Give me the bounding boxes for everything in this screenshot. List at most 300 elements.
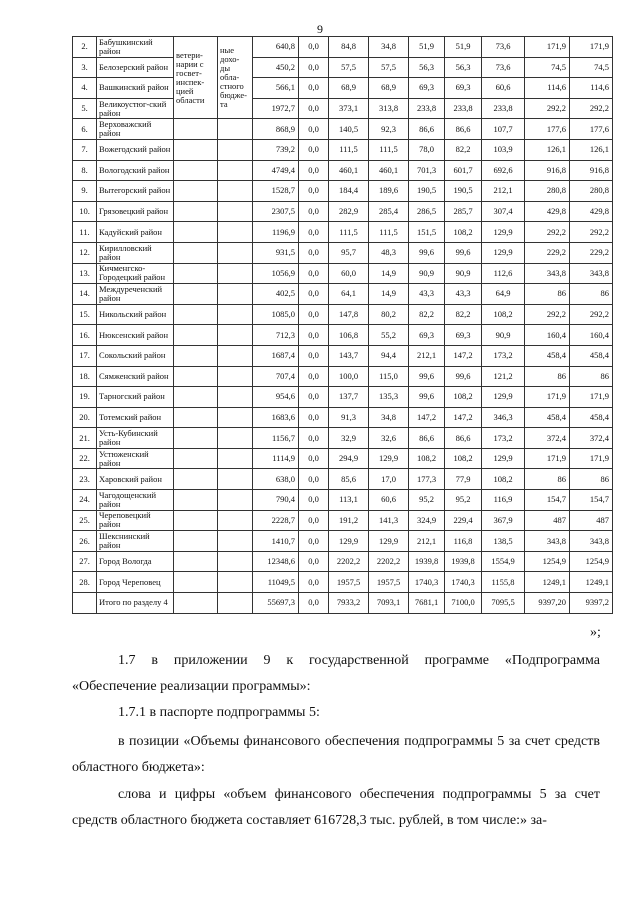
value-cell: 0,0 [299, 78, 329, 99]
value-cell: 292,2 [525, 304, 570, 325]
value-cell: 9397,2 [570, 593, 613, 614]
empty-cell [174, 490, 218, 511]
value-cell: 34,8 [369, 37, 409, 58]
value-cell: 14,9 [369, 284, 409, 305]
value-cell: 99,6 [409, 387, 445, 408]
value-cell: 324,9 [409, 510, 445, 531]
table-row [73, 284, 613, 305]
empty-cell [174, 428, 218, 449]
district-name: Итого по разделу 4 [97, 593, 174, 614]
empty-cell [218, 119, 253, 140]
empty-cell [174, 572, 218, 593]
value-cell: 137,7 [329, 387, 369, 408]
value-cell: 7093,1 [369, 593, 409, 614]
empty-cell [218, 490, 253, 511]
value-cell: 346,3 [482, 407, 525, 428]
empty-cell [174, 181, 218, 202]
value-cell: 0,0 [299, 263, 329, 284]
value-cell: 86 [525, 366, 570, 387]
value-cell: 11049,5 [253, 572, 299, 593]
value-cell: 280,8 [525, 181, 570, 202]
paragraph-4: слова и цифры «объем финансового обеспечения подпрограммы 5 за счет средств областного бюджета составляет 616728,3 тыс. рублей, в том числе:» за- [72, 787, 600, 828]
value-cell: 0,0 [299, 57, 329, 78]
value-cell: 147,2 [409, 407, 445, 428]
value-cell: 1254,9 [570, 551, 613, 572]
value-cell: 92,3 [369, 119, 409, 140]
value-cell: 0,0 [299, 37, 329, 58]
value-cell: 86 [570, 284, 613, 305]
value-cell: 191,2 [329, 510, 369, 531]
value-cell: 129,9 [482, 448, 525, 469]
district-name: Кирилловский район [97, 242, 174, 263]
value-cell: 0,0 [299, 119, 329, 140]
table-row [73, 490, 613, 511]
value-cell: 0,0 [299, 222, 329, 243]
value-cell: 566,1 [253, 78, 299, 99]
paragraph-1: 1.7 в приложении 9 к государственной программе «Подпрограмма «Обеспечение реализации программы»: [72, 653, 600, 694]
value-cell: 1939,8 [409, 551, 445, 572]
row-number: 18. [73, 366, 97, 387]
value-cell: 108,2 [445, 448, 482, 469]
value-cell: 90,9 [445, 263, 482, 284]
value-cell: 7100,0 [445, 593, 482, 614]
value-cell: 0,0 [299, 284, 329, 305]
value-cell: 292,2 [570, 98, 613, 119]
value-cell: 113,1 [329, 490, 369, 511]
value-cell: 790,4 [253, 490, 299, 511]
value-cell: 171,9 [525, 387, 570, 408]
empty-cell [174, 510, 218, 531]
table-row [73, 181, 613, 202]
paragraph-2: 1.7.1 в паспорте подпрограммы 5: [118, 705, 320, 720]
district-name: Усть-Кубинский район [97, 428, 174, 449]
empty-cell [174, 263, 218, 284]
empty-cell [218, 448, 253, 469]
table-row [73, 407, 613, 428]
row-number: 15. [73, 304, 97, 325]
empty-cell [218, 366, 253, 387]
value-cell: 0,0 [299, 469, 329, 490]
value-cell: 14,9 [369, 263, 409, 284]
value-cell: 129,9 [482, 387, 525, 408]
table-row [73, 510, 613, 531]
district-name: Тотемский район [97, 407, 174, 428]
value-cell: 86,6 [445, 119, 482, 140]
value-cell: 1957,5 [329, 572, 369, 593]
row-number: 23. [73, 469, 97, 490]
value-cell: 0,0 [299, 201, 329, 222]
closing-quote: »; [590, 625, 601, 640]
value-cell: 707,4 [253, 366, 299, 387]
value-cell: 0,0 [299, 510, 329, 531]
empty-cell [174, 119, 218, 140]
empty-cell [218, 551, 253, 572]
value-cell: 1410,7 [253, 531, 299, 552]
empty-cell [218, 263, 253, 284]
empty-cell [218, 160, 253, 181]
value-cell: 17,0 [369, 469, 409, 490]
value-cell: 86 [525, 284, 570, 305]
value-cell: 86,6 [409, 119, 445, 140]
value-cell: 487 [525, 510, 570, 531]
value-cell: 458,4 [570, 345, 613, 366]
value-cell: 0,0 [299, 428, 329, 449]
value-cell: 78,0 [409, 139, 445, 160]
value-cell: 307,4 [482, 201, 525, 222]
value-cell: 173,2 [482, 345, 525, 366]
value-cell: 177,6 [570, 119, 613, 140]
empty-cell [174, 304, 218, 325]
value-cell: 0,0 [299, 531, 329, 552]
value-cell: 429,8 [570, 201, 613, 222]
value-cell: 107,7 [482, 119, 525, 140]
district-name: Белозерский район [97, 57, 174, 78]
value-cell: 108,2 [445, 387, 482, 408]
value-cell: 280,8 [570, 181, 613, 202]
row-number: 19. [73, 387, 97, 408]
value-cell: 64,9 [482, 284, 525, 305]
value-cell: 111,5 [329, 139, 369, 160]
empty-cell [174, 407, 218, 428]
value-cell: 69,3 [409, 78, 445, 99]
value-cell: 86,6 [445, 428, 482, 449]
empty-cell [218, 181, 253, 202]
value-cell: 0,0 [299, 407, 329, 428]
value-cell: 48,3 [369, 242, 409, 263]
empty-cell [218, 428, 253, 449]
value-cell: 0,0 [299, 387, 329, 408]
value-cell: 171,9 [525, 37, 570, 58]
page-number: 9 [317, 22, 323, 36]
district-name: Шекснинский район [97, 531, 174, 552]
value-cell: 111,5 [329, 222, 369, 243]
value-cell: 4749,4 [253, 160, 299, 181]
value-cell: 1085,0 [253, 304, 299, 325]
value-cell: 285,4 [369, 201, 409, 222]
value-cell: 34,8 [369, 407, 409, 428]
value-cell: 84,8 [329, 37, 369, 58]
value-cell: 372,4 [525, 428, 570, 449]
value-cell: 402,5 [253, 284, 299, 305]
value-cell: 129,9 [369, 531, 409, 552]
table-row [73, 57, 613, 78]
value-cell: 292,2 [525, 222, 570, 243]
value-cell: 106,8 [329, 325, 369, 346]
table-row [73, 201, 613, 222]
value-cell: 2202,2 [329, 551, 369, 572]
row-number: 5. [73, 98, 97, 119]
value-cell: 692,6 [482, 160, 525, 181]
value-cell: 0,0 [299, 448, 329, 469]
value-cell: 212,1 [409, 531, 445, 552]
value-cell: 95,2 [445, 490, 482, 511]
value-cell: 99,6 [445, 242, 482, 263]
table-row [73, 242, 613, 263]
value-cell: 190,5 [409, 181, 445, 202]
value-cell: 868,9 [253, 119, 299, 140]
table-row [73, 531, 613, 552]
empty-cell [218, 325, 253, 346]
value-cell: 343,8 [570, 531, 613, 552]
value-cell: 90,9 [482, 325, 525, 346]
value-cell: 115,0 [369, 366, 409, 387]
value-cell: 173,2 [482, 428, 525, 449]
table-row [73, 469, 613, 490]
value-cell: 85,6 [329, 469, 369, 490]
value-cell: 712,3 [253, 325, 299, 346]
value-cell: 86 [570, 366, 613, 387]
district-name: Тарногский район [97, 387, 174, 408]
value-cell: 171,9 [570, 37, 613, 58]
value-cell: 111,5 [369, 139, 409, 160]
district-name: Череповецкий район [97, 510, 174, 531]
value-cell: 151,5 [409, 222, 445, 243]
value-cell: 95,2 [409, 490, 445, 511]
row-number: 2. [73, 37, 97, 58]
value-cell: 143,7 [329, 345, 369, 366]
row-number: 7. [73, 139, 97, 160]
value-cell: 916,8 [525, 160, 570, 181]
table-row [73, 366, 613, 387]
value-cell: 0,0 [299, 593, 329, 614]
value-cell: 57,5 [329, 57, 369, 78]
district-name: Вологодский район [97, 160, 174, 181]
value-cell: 1683,6 [253, 407, 299, 428]
value-cell: 931,5 [253, 242, 299, 263]
district-name: Никольский район [97, 304, 174, 325]
value-cell: 640,8 [253, 37, 299, 58]
value-cell: 43,3 [445, 284, 482, 305]
row-number: 8. [73, 160, 97, 181]
row-number: 10. [73, 201, 97, 222]
table-row [73, 387, 613, 408]
value-cell: 0,0 [299, 181, 329, 202]
row-number: 14. [73, 284, 97, 305]
value-cell: 1114,9 [253, 448, 299, 469]
value-cell: 55697,3 [253, 593, 299, 614]
empty-cell [218, 531, 253, 552]
value-cell: 233,8 [409, 98, 445, 119]
district-name: Великоустюг-ский район [97, 98, 174, 119]
value-cell: 32,6 [369, 428, 409, 449]
row-number: 17. [73, 345, 97, 366]
value-cell: 121,2 [482, 366, 525, 387]
value-cell: 458,4 [525, 407, 570, 428]
value-cell: 94,4 [369, 345, 409, 366]
value-cell: 160,4 [525, 325, 570, 346]
district-name: Устюженский район [97, 448, 174, 469]
value-cell: 51,9 [445, 37, 482, 58]
row-number: 4. [73, 78, 97, 99]
district-name: Вашкинский район [97, 78, 174, 99]
row-number: 6. [73, 119, 97, 140]
row-number: 20. [73, 407, 97, 428]
value-cell: 57,5 [369, 57, 409, 78]
district-name: Вытегорский район [97, 181, 174, 202]
table-row [73, 345, 613, 366]
value-cell: 282,9 [329, 201, 369, 222]
value-cell: 112,6 [482, 263, 525, 284]
empty-cell [174, 531, 218, 552]
table-row [73, 119, 613, 140]
value-cell: 190,5 [445, 181, 482, 202]
value-cell: 55,2 [369, 325, 409, 346]
empty-cell [218, 242, 253, 263]
value-cell: 1687,4 [253, 345, 299, 366]
empty-cell [174, 284, 218, 305]
row-number: 24. [73, 490, 97, 511]
value-cell: 73,6 [482, 57, 525, 78]
empty-cell [174, 160, 218, 181]
value-cell: 99,6 [409, 242, 445, 263]
empty-cell [218, 572, 253, 593]
district-name: Кичменгско-Городецкий район [97, 263, 174, 284]
value-cell: 86,6 [409, 428, 445, 449]
value-cell: 116,8 [445, 531, 482, 552]
value-cell: 285,7 [445, 201, 482, 222]
empty-cell [174, 201, 218, 222]
value-cell: 954,6 [253, 387, 299, 408]
empty-cell [174, 551, 218, 572]
value-cell: 9397,20 [525, 593, 570, 614]
value-cell: 56,3 [445, 57, 482, 78]
value-cell: 233,8 [482, 98, 525, 119]
value-cell: 69,3 [409, 325, 445, 346]
value-cell: 60,6 [369, 490, 409, 511]
value-cell: 82,2 [445, 304, 482, 325]
empty-cell [174, 366, 218, 387]
value-cell: 292,2 [570, 222, 613, 243]
value-cell: 0,0 [299, 325, 329, 346]
empty-cell [174, 345, 218, 366]
value-cell: 7095,5 [482, 593, 525, 614]
value-cell: 1155,8 [482, 572, 525, 593]
value-cell: 1972,7 [253, 98, 299, 119]
table-row [73, 551, 613, 572]
empty-cell [218, 284, 253, 305]
value-cell: 367,9 [482, 510, 525, 531]
value-cell: 1740,3 [409, 572, 445, 593]
value-cell: 147,8 [329, 304, 369, 325]
value-cell: 80,2 [369, 304, 409, 325]
value-cell: 212,1 [482, 181, 525, 202]
empty-cell [174, 242, 218, 263]
value-cell: 100,0 [329, 366, 369, 387]
value-cell: 601,7 [445, 160, 482, 181]
row-number: 13. [73, 263, 97, 284]
value-cell: 12348,6 [253, 551, 299, 572]
value-cell: 0,0 [299, 490, 329, 511]
value-cell: 116,9 [482, 490, 525, 511]
value-cell: 147,2 [445, 345, 482, 366]
value-cell: 229,4 [445, 510, 482, 531]
table-row [73, 572, 613, 593]
value-cell: 1740,3 [445, 572, 482, 593]
table-row [73, 593, 613, 614]
table-row [73, 98, 613, 119]
value-cell: 108,2 [445, 222, 482, 243]
row-number: 12. [73, 242, 97, 263]
value-cell: 135,3 [369, 387, 409, 408]
value-cell: 64,1 [329, 284, 369, 305]
value-cell: 171,9 [570, 448, 613, 469]
value-cell: 212,1 [409, 345, 445, 366]
table-row [73, 304, 613, 325]
empty-cell [218, 510, 253, 531]
value-cell: 177,3 [409, 469, 445, 490]
value-cell: 460,1 [369, 160, 409, 181]
table-row [73, 325, 613, 346]
value-cell: 111,5 [369, 222, 409, 243]
row-number: 21. [73, 428, 97, 449]
district-name: Грязовецкий район [97, 201, 174, 222]
district-name: Кадуйский район [97, 222, 174, 243]
value-cell: 140,5 [329, 119, 369, 140]
district-name: Нюксенский район [97, 325, 174, 346]
value-cell: 147,2 [445, 407, 482, 428]
value-cell: 74,5 [570, 57, 613, 78]
table-row [73, 160, 613, 181]
value-cell: 1156,7 [253, 428, 299, 449]
value-cell: 82,2 [445, 139, 482, 160]
merged-col2: ветери- нарии с госвет- инспек- цией области [174, 37, 218, 119]
value-cell: 2202,2 [369, 551, 409, 572]
value-cell: 171,9 [570, 387, 613, 408]
value-cell: 0,0 [299, 572, 329, 593]
table-row [73, 448, 613, 469]
value-cell: 1554,9 [482, 551, 525, 572]
value-cell: 51,9 [409, 37, 445, 58]
row-number: 22. [73, 448, 97, 469]
table-row [73, 78, 613, 99]
value-cell: 74,5 [525, 57, 570, 78]
empty-cell [174, 222, 218, 243]
value-cell: 86 [570, 469, 613, 490]
value-cell: 487 [570, 510, 613, 531]
value-cell: 103,9 [482, 139, 525, 160]
value-cell: 343,8 [525, 531, 570, 552]
district-name: Междуреченский район [97, 284, 174, 305]
value-cell: 7933,2 [329, 593, 369, 614]
row-number: 11. [73, 222, 97, 243]
row-number: 28. [73, 572, 97, 593]
district-name: Сокольский район [97, 345, 174, 366]
district-name: Город Вологда [97, 551, 174, 572]
district-name: Верховажский район [97, 119, 174, 140]
value-cell: 292,2 [570, 304, 613, 325]
value-cell: 138,5 [482, 531, 525, 552]
district-name: Харовский район [97, 469, 174, 490]
value-cell: 108,2 [482, 304, 525, 325]
value-cell: 0,0 [299, 139, 329, 160]
financing-table [72, 36, 613, 614]
district-name: Бабушкинский район [97, 37, 174, 58]
table-row [73, 222, 613, 243]
value-cell: 1249,1 [570, 572, 613, 593]
value-cell: 154,7 [525, 490, 570, 511]
district-name: Чагодощенский район [97, 490, 174, 511]
value-cell: 99,6 [445, 366, 482, 387]
empty-cell [174, 139, 218, 160]
value-cell: 69,3 [445, 78, 482, 99]
table-row [73, 428, 613, 449]
empty-cell [218, 593, 253, 614]
value-cell: 0,0 [299, 242, 329, 263]
value-cell: 90,9 [409, 263, 445, 284]
value-cell: 77,9 [445, 469, 482, 490]
value-cell: 160,4 [570, 325, 613, 346]
value-cell: 86 [525, 469, 570, 490]
